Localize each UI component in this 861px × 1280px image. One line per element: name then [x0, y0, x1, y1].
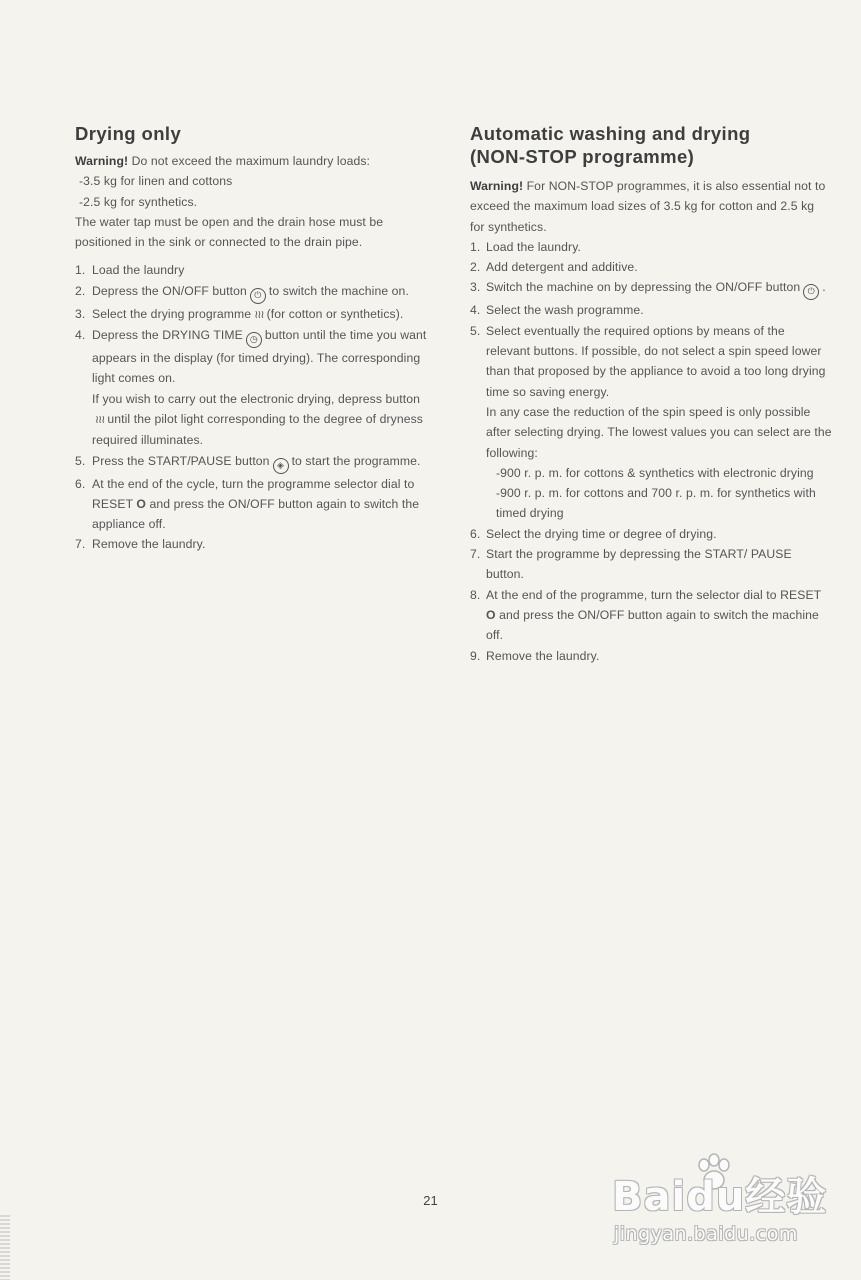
list-item — [75, 304, 435, 325]
list-item — [470, 585, 832, 646]
spin-value: -900 r. p. m. for cottons and 700 r. p. m. for synthetics with timed drying — [496, 486, 816, 521]
warning-paragraph — [75, 151, 435, 171]
step-text: to switch the machine on. — [268, 283, 409, 298]
step-text: . — [822, 280, 826, 295]
step-number: 9. — [470, 648, 481, 663]
step-text: At the end of the programme, turn the selector dial to RESET — [486, 587, 822, 602]
scan-edge — [0, 1215, 10, 1280]
warning-text: Do not exceed the maximum laundry loads: — [128, 154, 371, 168]
step-text: Select the wash programme. — [486, 303, 644, 318]
warning-label: Warning! — [75, 154, 129, 168]
step-text: Select eventually the required options by means of the relevant buttons. If possible, do not select a spin speed lower than that proposed by the appliance to avoid a too long drying time so saving energy. — [486, 323, 826, 399]
step-text: Load the laundry — [92, 263, 185, 278]
list-item — [75, 451, 435, 474]
list-item — [470, 300, 832, 320]
page-number: 21 — [423, 1193, 438, 1208]
list-item — [470, 544, 832, 585]
step-number: 7. — [75, 537, 86, 552]
title-line: (NON-STOP programme) — [470, 146, 695, 167]
list-item — [470, 277, 832, 300]
step-number: 4. — [75, 328, 86, 343]
step-text: until the pilot light corresponding to the degree of dryness required illuminates. — [92, 411, 423, 448]
step-text: In any case the reduction of the spin speed is only possible after selecting drying. The lowest values you can select are the following: — [486, 404, 832, 460]
non-stop-steps — [470, 237, 832, 666]
reset-symbol: O — [486, 607, 496, 622]
list-item — [75, 281, 435, 304]
baidu-watermark — [612, 1153, 847, 1263]
power-icon: ⏻ — [803, 284, 819, 300]
step-text: Select the drying programme — [92, 306, 252, 321]
step-text: At the end of the cycle, turn the programme selector dial to RESET — [92, 476, 415, 511]
step-number: 5. — [470, 323, 481, 338]
list-item — [75, 325, 435, 450]
step-text: Switch the machine on by depressing the ON/OFF button — [486, 280, 801, 295]
step-text: and press the ON/OFF button again to switch the appliance off. — [92, 496, 420, 532]
step-text: Select the drying time or degree of drying. — [486, 526, 717, 541]
load-cotton: -3.5 kg for linen and cottons — [79, 174, 233, 189]
start-pause-icon: ◈ — [273, 458, 289, 474]
warning-label: Warning! — [470, 179, 524, 193]
water-note: The water tap must be open and the drain hose must be positioned in the sink or connected to the drain pipe. — [75, 214, 384, 250]
step-text: and press the ON/OFF button again to switch the machine off. — [486, 607, 819, 643]
list-item — [75, 534, 435, 554]
step-number: 3. — [470, 280, 481, 295]
step-text: button until the time you want appears in the display (for timed drying). The corresponding light comes on. — [92, 328, 427, 386]
step-number: 8. — [470, 587, 481, 602]
step-number: 7. — [470, 547, 481, 562]
title-line: Automatic washing and drying — [470, 123, 751, 144]
step-text: (for cotton or synthetics). — [266, 306, 404, 321]
list-item — [470, 257, 832, 277]
step-text: If you wish to carry out the electronic drying, depress button — [92, 391, 420, 406]
list-item — [75, 474, 435, 535]
step-number: 5. — [75, 453, 86, 468]
step-number: 6. — [75, 476, 86, 491]
step-number: 2. — [470, 260, 481, 275]
drying-programme-icon: ≀≀≀ — [254, 307, 264, 321]
step-number: 4. — [470, 303, 481, 318]
section-title: Drying only — [75, 123, 182, 144]
list-item — [75, 260, 435, 280]
list-item — [470, 646, 832, 666]
watermark-url: jingyan.baidu.com — [614, 1223, 798, 1245]
step-text: Load the laundry. — [486, 239, 581, 254]
power-icon: ⏻ — [250, 288, 266, 304]
step-text: Start the programme by depressing the START/ PAUSE button. — [486, 547, 792, 582]
step-text: to start the programme. — [291, 453, 421, 468]
reset-symbol: O — [136, 496, 147, 511]
list-item — [470, 321, 832, 524]
list-item — [470, 237, 832, 257]
drying-steps — [75, 260, 435, 554]
step-number: 6. — [470, 526, 481, 541]
step-text: Depress the ON/OFF button — [92, 283, 247, 298]
load-synthetics: -2.5 kg for synthetics. — [79, 194, 198, 209]
list-item — [470, 524, 832, 544]
step-text: Add detergent and additive. — [486, 260, 638, 275]
clock-icon: ◷ — [246, 332, 262, 348]
non-stop-section — [470, 122, 832, 666]
step-number: 2. — [75, 283, 86, 298]
section-title — [470, 122, 832, 168]
spin-value: -900 r. p. m. for cottons & synthetics with electronic drying — [496, 465, 814, 480]
step-text: Depress the DRYING TIME — [92, 328, 243, 343]
step-number: 1. — [470, 239, 481, 254]
drying-only-section — [75, 122, 435, 555]
warning-paragraph — [470, 176, 832, 237]
electronic-drying-icon: ≀≀≀ — [95, 412, 105, 426]
step-number: 3. — [75, 306, 86, 321]
step-text: Remove the laundry. — [92, 537, 206, 552]
watermark-logo: Baidu经验 — [612, 1174, 828, 1220]
step-text: Press the START/PAUSE button — [92, 453, 270, 468]
step-text: Remove the laundry. — [486, 648, 600, 663]
step-number: 1. — [75, 263, 86, 278]
warning-text: For NON-STOP programmes, it is also essential not to exceed the maximum load sizes of 3.5 kg for cotton and 2.5 kg for synthetics. — [470, 179, 826, 234]
